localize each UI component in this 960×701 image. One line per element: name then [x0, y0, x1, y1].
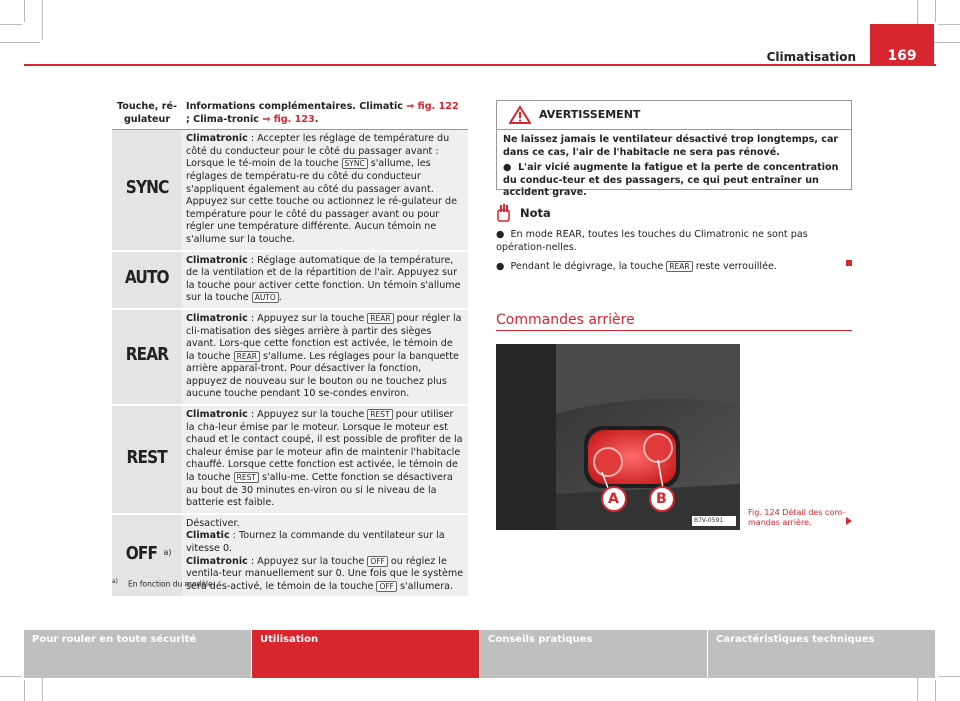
row-text: ou réglez le ventila-teur manuellement sur 0. Une fois que le système sera dés-activé, le témoin de la touche [186, 555, 464, 592]
table-row [112, 130, 468, 251]
warning-text: L'air vicié augmente la fatigue et la perte de concentration du conduc-teur et des passagers, ce qui peut entraîner un accident grave. [503, 162, 839, 199]
table-header-info [182, 98, 468, 130]
rest-info-cell [182, 405, 468, 514]
row-text: . [278, 292, 282, 304]
crop-mark [938, 676, 960, 677]
auto-key-label: AUTO [125, 266, 169, 288]
row-label: Climatic [186, 530, 230, 542]
bullet-icon: ● [496, 229, 511, 240]
rest-key-label: REST [126, 446, 168, 468]
crop-mark [935, 0, 936, 22]
nav-tab-caracteristiques[interactable]: Caractéristiques techniques [708, 630, 936, 678]
auto-info-cell [182, 251, 468, 309]
rest-key-icon: REST [234, 472, 259, 483]
off-key-label: OFF [125, 543, 157, 565]
warning-body [497, 130, 851, 204]
crop-mark [0, 42, 40, 43]
row-label: Climatronic [186, 409, 248, 421]
note-header [496, 204, 551, 222]
crop-mark [24, 680, 25, 701]
rear-key-icon: REAR [234, 351, 260, 362]
crop-mark [0, 676, 22, 677]
footnote-mark: a) [112, 578, 119, 585]
figure-code: B7V-0591 [694, 517, 724, 524]
crop-mark [42, 0, 43, 40]
note-bullet [496, 228, 852, 254]
page-title: Climatisation [766, 50, 856, 64]
row-label: Climatronic [186, 312, 248, 324]
note-bullet [496, 260, 852, 273]
row-label: Climatronic [186, 254, 248, 266]
row-text: s'allumera. [396, 580, 454, 592]
crop-mark [0, 24, 22, 25]
sync-key-icon: SYNC [342, 158, 368, 169]
row-text: Désactiver. [186, 517, 240, 529]
off-key-icon: OFF [367, 556, 388, 567]
warning-icon [509, 106, 531, 124]
header-text: ; Clima-tronic [186, 113, 263, 125]
fig-ref-link[interactable]: ⇒ fig. 122 [406, 101, 459, 112]
row-text: pour régler la cli-matisation des sièges arrière à partir des sièges avant. Lors-que cette fonction est activée, le témoin de la touche [186, 312, 462, 362]
table-row [112, 251, 468, 309]
page-number-text: 169 [887, 48, 917, 64]
rear-key-label: REAR [125, 344, 169, 366]
crop-mark [938, 24, 960, 25]
note-title: Nota [520, 206, 551, 220]
footnote [112, 578, 215, 589]
row-text: : Tournez la commande du ventilateur sur la vitesse 0. [186, 530, 445, 554]
callout-label-b: B [656, 491, 667, 507]
table-row [112, 309, 468, 405]
row-text: s'allume. Les réglages pour la banquette arrière apparaî-tront. Pour désactiver la fonction, appuyez de nouveau sur le bouton ou ne touchez plus aucune touche pendant 10 se-condes environ. [186, 350, 459, 400]
continue-arrow-icon [846, 517, 852, 525]
rear-key-cell [112, 309, 182, 405]
figure-caption: Fig. 124 Détail des com-mandes arrière. [748, 508, 846, 527]
bottom-nav [24, 630, 936, 678]
note-text: reste verrouillée. [692, 261, 777, 272]
warning-title: AVERTISSEMENT [539, 107, 641, 121]
section-divider [496, 330, 852, 331]
footnote-mark: a) [163, 548, 172, 558]
sync-key-cell [112, 130, 182, 251]
callout-label-a: A [608, 491, 619, 507]
nav-tab-conseils[interactable]: Conseils pratiques [480, 630, 708, 678]
warning-box [496, 100, 852, 199]
rest-key-icon: REST [367, 409, 392, 420]
off-key-icon: OFF [376, 581, 397, 592]
note-body [496, 228, 852, 279]
end-marker [846, 260, 852, 266]
auto-key-icon: AUTO [252, 292, 279, 303]
rear-key-icon: REAR [367, 313, 393, 324]
section-title: Commandes arrière [496, 312, 635, 328]
warning-header [497, 101, 851, 130]
note-text: En mode REAR, toutes les touches du Climatronic ne sont pas opération-nelles. [496, 229, 808, 253]
sync-info-cell [182, 130, 468, 251]
rear-info-cell [182, 309, 468, 405]
warning-bullet [503, 162, 845, 200]
row-label: Climatronic [186, 555, 248, 567]
row-text: : Appuyez sur la touche [247, 555, 368, 567]
bullet-icon: ● [503, 162, 519, 174]
row-text: s'allume, les réglages de températu-re du côté du conducteur s'appliquent également au côté du passager avant. Appuyez sur cette touche ou actionnez le ré-gulateur de température pour le côté du passager avant ou pour régler une température différente. Aucun témoin ne s'allume sur la touche. [186, 158, 457, 245]
rear-controls-photo [496, 344, 740, 530]
nav-tab-securite[interactable]: Pour rouler en toute sécurité [24, 630, 252, 678]
warning-text: Ne laissez jamais le ventilateur désactivé trop longtemps, car dans ce cas, l'air de l'habitacle ne sera pas rénové. [503, 134, 839, 158]
table-row [112, 405, 468, 514]
row-text: : Accepter les réglage de température du côté du conducteur pour le côté du passager avant : Lorsque le té-moin de la touche [186, 133, 450, 170]
row-label: Climatronic [186, 133, 248, 145]
sync-key-label: SYNC [125, 177, 169, 199]
rear-key-icon: REAR [666, 261, 692, 272]
nav-tab-utilisation[interactable]: Utilisation [252, 630, 480, 678]
controls-table [112, 98, 468, 598]
bullet-icon: ● [496, 261, 511, 272]
note-hand-icon [496, 204, 512, 222]
row-text: s'allu-me. Cette fonction se désactivera au bout de 30 minutes en-viron ou si le niveau de la batterie est faible. [186, 472, 453, 509]
crop-mark [935, 680, 936, 701]
note-text: Pendant le dégivrage, la touche [510, 261, 667, 272]
table-header-row [112, 98, 468, 130]
table-header-key: Touche, ré-gulateur [112, 98, 182, 130]
off-info-cell [182, 514, 468, 598]
row-text: : Appuyez sur la touche [247, 312, 368, 324]
footnote-text: En fonction du modèle. [128, 579, 216, 589]
header-text: Informations complémentaires. Climatic [186, 101, 407, 112]
rest-key-cell [112, 405, 182, 514]
crop-mark [24, 0, 25, 22]
row-text: : Appuyez sur la touche [247, 409, 368, 421]
row-text: : Réglage automatique de la température, de la ventilation et de la répartition de l'air. Appuyez sur la touche pour activer cette fonction. Un témoin s'allume sur la touche [186, 254, 461, 304]
header-divider [24, 64, 936, 66]
row-text: pour utiliser la cha-leur émise par le moteur. Lorsque le moteur est chaud et le contact coupé, il est possible de profiter de la chaleur émise par le moteur afin de maintenir l'habitacle chauffé. Lorsque cette fonction est activée, le témoin de la touche [186, 409, 463, 484]
fig-ref-link[interactable]: ⇒ fig. 123 [262, 113, 315, 125]
header-text: . [314, 113, 319, 125]
page-number [870, 24, 934, 66]
auto-key-cell [112, 251, 182, 309]
